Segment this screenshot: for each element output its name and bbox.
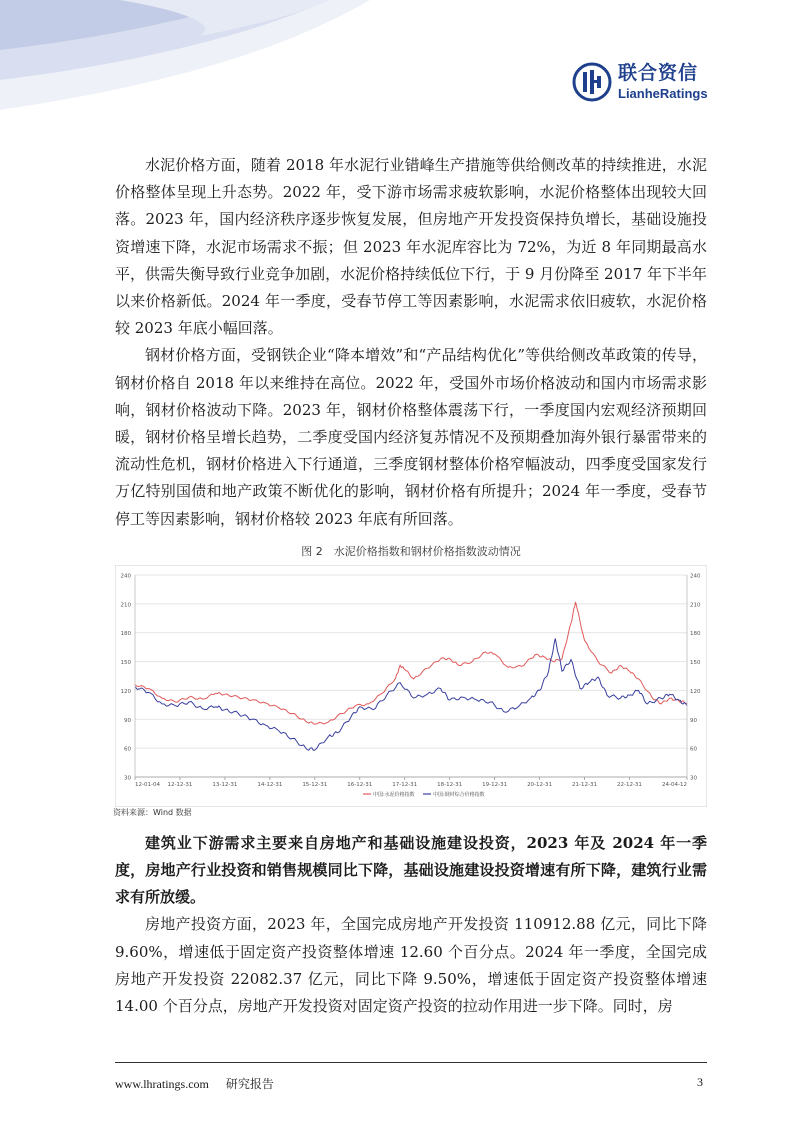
x-tick-label: 12-12-31 xyxy=(167,781,193,788)
x-tick-label: 12-01-04 xyxy=(135,781,160,788)
y-tick-label: 180 xyxy=(120,631,131,638)
x-tick-label: 13-12-31 xyxy=(212,781,238,788)
x-tick-label: 16-12-31 xyxy=(347,781,373,788)
paragraph-steel-price: 钢材价格方面，受钢铁企业“降本增效”和“产品结构优化”等供给侧改革政策的传导，钢材价格自 2018 年以来维持在高位。2022 年，受国外市场价格波动和国内市场需求影响，钢材价格波动下降。2023 年，钢材价格整体震荡下行，一季度国内宏观经济预期回暖，钢材价格呈增长趋势，二季度受国内经济复苏情况不及预期叠加海外银行暴雷带来的流动性危机，钢材价格进入下行通道，三季度钢材整体价格窄幅波动，四季度受国家发行万亿特别国债和地产政策不断优化的影响，钢材价格有所提升；2024 年一季度，受春节停工等因素影响，钢材价格较 2023 年底有所回落。 xyxy=(115,346,707,528)
x-tick-label: 20-12-31 xyxy=(527,781,553,788)
x-tick-label: 22-12-31 xyxy=(616,781,642,788)
y-tick-label-right: 240 xyxy=(690,573,701,580)
chart-source: 资料来源：Wind 数据 xyxy=(113,807,192,817)
y-tick-label-right: 150 xyxy=(690,659,701,666)
y-tick-label-right: 90 xyxy=(690,717,697,724)
x-tick-label: 21-12-31 xyxy=(572,781,597,788)
y-tick-label: 120 xyxy=(120,688,131,695)
legend-label-1: 中国:钢材综合价格指数 xyxy=(433,791,485,798)
x-tick-label: 14-12-31 xyxy=(257,781,283,788)
footer-doc-type: 研究报告 xyxy=(225,1077,274,1091)
y-tick-label: 150 xyxy=(120,659,131,666)
page-number: 3 xyxy=(697,1075,703,1089)
brand-name-en: LianheRatings xyxy=(618,86,708,101)
price-index-chart xyxy=(115,565,707,807)
y-tick-label-right: 30 xyxy=(690,775,697,782)
y-tick-label: 240 xyxy=(120,573,131,580)
y-tick-label: 90 xyxy=(124,717,131,724)
main-content xyxy=(115,152,707,1020)
footer-divider xyxy=(115,1062,707,1063)
brand-logo xyxy=(572,62,708,102)
brand-name-cn: 联合资信 xyxy=(618,62,699,84)
chart-frame xyxy=(115,565,707,807)
y-tick-label: 30 xyxy=(124,775,131,782)
legend-label-0: 中国:水泥价格指数 xyxy=(373,791,415,798)
y-tick-label-right: 180 xyxy=(690,631,701,638)
x-tick-label: 24-04-12 xyxy=(662,781,687,788)
paragraph-cement-price: 水泥价格方面，随着 2018 年水泥行业错峰生产措施等供给侧改革的持续推进，水泥价格整体呈现上升态势。2022 年，受下游市场需求疲软影响，水泥价格整体出现较大回落。2023 年，国内经济秩序逐步恢复发展，但房地产开发投资保持负增长，基础设施投资增速下降，水泥市场需求不振；但 2023 年水泥库容比为 72%，为近 8 年同期最高水平，供需失衡导致行业竞争加剧，水泥价格持续低位下行，于 9 月份降至 2017 年下半年以来价格新低。2024 年一季度，受春节停工等因素影响，水泥需求依旧疲软，水泥价格较 2023 年底小幅回落。 xyxy=(115,156,707,338)
chart-svg xyxy=(115,565,707,807)
x-tick-label: 19-12-31 xyxy=(482,781,508,788)
y-tick-label-right: 60 xyxy=(690,746,697,753)
footer-website: www.lhratings.com xyxy=(115,1077,209,1091)
x-tick-label: 18-12-31 xyxy=(437,781,463,788)
paragraph-demand-summary: 建筑业下游需求主要来自房地产和基础设施建设投资，2023 年及 2024 年一季度，房地产行业投资和销售规模同比下降，基础设施建设投资增速有所下降，建筑行业需求有所放缓。 xyxy=(115,833,707,907)
footer-left xyxy=(115,1075,288,1092)
y-tick-label: 210 xyxy=(120,602,131,609)
y-tick-label-right: 210 xyxy=(690,602,701,609)
x-tick-label: 15-12-31 xyxy=(302,781,328,788)
figure-title: 图 2 水泥价格指数和钢材价格指数波动情况 xyxy=(301,544,521,558)
y-tick-label-right: 120 xyxy=(690,688,701,695)
y-tick-label: 60 xyxy=(124,746,131,753)
paragraph-real-estate: 房地产投资方面，2023 年，全国完成房地产开发投资 110912.88 亿元，同比下降 9.60%，增速低于固定资产投资整体增速 12.60 个百分点。2024 年一季度，全国完成房地产开发投资 22082.37 亿元，同比下降 9.50%，增速低于固定资产投资整体增速 14.00 个百分点，房地产开发投资对固定资产投资的拉动作用进一步下降。同时，房 xyxy=(115,915,707,1016)
lianhe-logo-icon xyxy=(572,62,612,102)
x-tick-label: 17-12-31 xyxy=(392,781,418,788)
